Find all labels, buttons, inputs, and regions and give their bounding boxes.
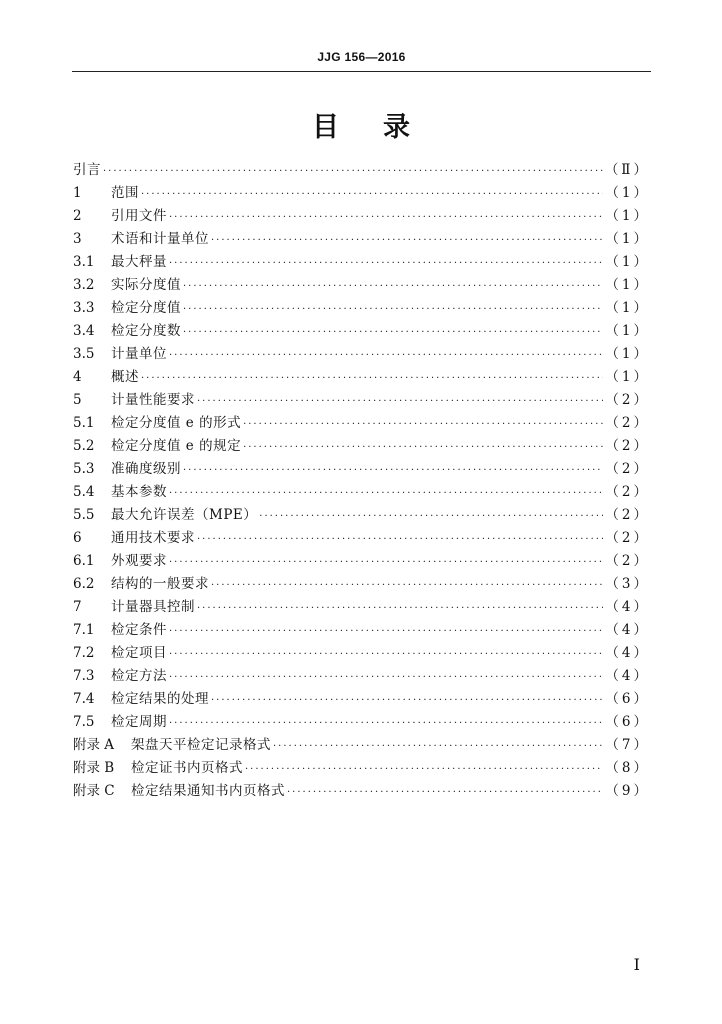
- toc-entry: [73, 757, 650, 780]
- toc-entry-number: 2: [73, 208, 82, 224]
- toc-entry-page: （6）: [605, 691, 650, 707]
- toc-entry: [73, 274, 650, 297]
- toc-entry: [73, 205, 650, 228]
- toc-entry-page: （4）: [605, 622, 650, 638]
- toc-entry-label: 概述: [111, 369, 139, 385]
- table-of-contents: [73, 159, 650, 803]
- toc-entry-number: 6.1: [73, 553, 95, 569]
- toc-entry: [73, 688, 650, 711]
- toc-entry-page: （4）: [605, 599, 650, 615]
- toc-entry-number: 3.2: [73, 277, 95, 293]
- toc-entry: [73, 527, 650, 550]
- toc-entry-page: （8）: [605, 760, 650, 776]
- toc-entry-label: 准确度级别: [111, 461, 181, 477]
- toc-leader-dots: [183, 321, 603, 344]
- toc-entry-label: 范围: [111, 185, 139, 201]
- toc-leader-dots: [141, 367, 603, 390]
- toc-leader-dots: [169, 344, 603, 367]
- toc-leader-dots: [273, 735, 603, 758]
- toc-entry-number: 7.5: [73, 714, 95, 730]
- toc-entry-page: （4）: [605, 645, 650, 661]
- toc-entry: [73, 412, 650, 435]
- toc-entry-page: （9）: [605, 783, 650, 799]
- toc-entry-number: 6.2: [73, 576, 95, 592]
- toc-entry-label: 引用文件: [111, 208, 167, 224]
- toc-entry-label: 计量器具控制: [111, 599, 195, 615]
- toc-leader-dots: [197, 597, 603, 620]
- toc-entry-label: 检定分度值 e 的形式: [111, 415, 242, 431]
- toc-entry-label: 架盘天平检定记录格式: [131, 737, 271, 753]
- toc-entry-page: （2）: [605, 392, 650, 408]
- toc-entry-page: （2）: [605, 530, 650, 546]
- toc-entry-page: （2）: [605, 484, 650, 500]
- toc-entry-page: （1）: [605, 254, 650, 270]
- toc-entry-number: 7.4: [73, 691, 95, 707]
- toc-entry-number: 3.4: [73, 323, 95, 339]
- toc-entry-label: 检定周期: [111, 714, 167, 730]
- toc-leader-dots: [169, 620, 603, 643]
- toc-entry-number: 7.3: [73, 668, 95, 684]
- toc-entry-label: 检定方法: [111, 668, 167, 684]
- document-code-header: JJG 156—2016: [317, 50, 406, 64]
- toc-entry: [73, 504, 650, 527]
- toc-entry: [73, 343, 650, 366]
- toc-leader-dots: [169, 482, 603, 505]
- toc-leader-dots: [211, 574, 603, 597]
- toc-entry-label: 实际分度值: [111, 277, 181, 293]
- toc-entry-label: 最大秤量: [111, 254, 167, 270]
- toc-entry-label: 最大允许误差（MPE）: [111, 507, 258, 523]
- toc-entry-label: 术语和计量单位: [111, 231, 209, 247]
- toc-entry-page: （7）: [605, 737, 650, 753]
- toc-entry-number: 3.3: [73, 300, 95, 316]
- toc-entry-number: 3.5: [73, 346, 95, 362]
- toc-entry-number: 4: [73, 369, 82, 385]
- toc-entry-page: （2）: [605, 507, 650, 523]
- toc-entry-number: 5.3: [73, 461, 95, 477]
- toc-entry-label: 检定结果通知书内页格式: [131, 783, 285, 799]
- toc-entry-number: 5: [73, 392, 82, 408]
- toc-entry: [73, 550, 650, 573]
- toc-entry: [73, 228, 650, 251]
- header-rule: [72, 71, 651, 72]
- toc-entry: [73, 389, 650, 412]
- toc-entry: [73, 596, 650, 619]
- toc-entry: [73, 780, 650, 803]
- toc-leader-dots: [197, 528, 603, 551]
- toc-entry-page: （2）: [605, 438, 650, 454]
- toc-entry-page: （1）: [605, 277, 650, 293]
- toc-leader-dots: [183, 275, 603, 298]
- toc-entry: [73, 734, 650, 757]
- toc-entry-page: （3）: [605, 576, 650, 592]
- toc-leader-dots: [169, 643, 603, 666]
- toc-entry-number: 1: [73, 185, 82, 201]
- toc-leader-dots: [287, 781, 603, 804]
- toc-entry-label: 检定项目: [111, 645, 167, 661]
- toc-entry-label: 计量单位: [111, 346, 167, 362]
- toc-entry-label: 计量性能要求: [111, 392, 195, 408]
- toc-entry: [73, 458, 650, 481]
- toc-entry-number: 6: [73, 530, 82, 546]
- toc-entry-label: 检定结果的处理: [111, 691, 209, 707]
- toc-leader-dots: [183, 459, 603, 482]
- toc-entry: [73, 619, 650, 642]
- toc-entry-page: （1）: [605, 323, 650, 339]
- toc-entry-label: 检定条件: [111, 622, 167, 638]
- toc-entry: [73, 297, 650, 320]
- toc-leader-dots: [197, 390, 603, 413]
- toc-entry-number: 附录 B: [73, 760, 115, 776]
- toc-entry-page: （1）: [605, 369, 650, 385]
- toc-leader-dots: [259, 505, 603, 528]
- toc-entry-number: 5.2: [73, 438, 95, 454]
- toc-leader-dots: [211, 689, 603, 712]
- toc-entry: [73, 573, 650, 596]
- toc-entry: [73, 481, 650, 504]
- toc-leader-dots: [169, 551, 603, 574]
- toc-entry: [73, 320, 650, 343]
- toc-entry-number: 7.2: [73, 645, 95, 661]
- toc-entry-page: （2）: [605, 553, 650, 569]
- toc-entry-page: （1）: [605, 300, 650, 316]
- toc-entry-number: 5.1: [73, 415, 95, 431]
- toc-entry: [73, 435, 650, 458]
- toc-entry: [73, 251, 650, 274]
- toc-entry: [73, 159, 650, 182]
- toc-entry-label: 外观要求: [111, 553, 167, 569]
- toc-entry-label: 通用技术要求: [111, 530, 195, 546]
- toc-entry: [73, 711, 650, 734]
- toc-entry-label: 引言: [73, 162, 101, 178]
- toc-entry-page: （2）: [605, 415, 650, 431]
- toc-entry-label: 检定分度值: [111, 300, 181, 316]
- toc-entry-number: 5.4: [73, 484, 95, 500]
- toc-entry-number: 7.1: [73, 622, 95, 638]
- toc-entry-page: （4）: [605, 668, 650, 684]
- toc-entry-page: （1）: [605, 346, 650, 362]
- toc-leader-dots: [169, 712, 603, 735]
- toc-entry-page: （1）: [605, 208, 650, 224]
- toc-entry-label: 结构的一般要求: [111, 576, 209, 592]
- toc-entry-label: 检定证书内页格式: [131, 760, 243, 776]
- toc-entry-page: （2）: [605, 461, 650, 477]
- toc-entry-page: （6）: [605, 714, 650, 730]
- toc-entry-number: 3: [73, 231, 82, 247]
- toc-entry: [73, 642, 650, 665]
- toc-leader-dots: [141, 183, 603, 206]
- toc-leader-dots: [169, 252, 603, 275]
- toc-entry-page: （1）: [605, 185, 650, 201]
- page-title: 目录: [312, 112, 454, 143]
- toc-entry: [73, 665, 650, 688]
- toc-leader-dots: [183, 298, 603, 321]
- toc-entry-label: 检定分度数: [111, 323, 181, 339]
- toc-leader-dots: [245, 758, 603, 781]
- toc-leader-dots: [243, 436, 603, 459]
- toc-leader-dots: [103, 160, 603, 183]
- toc-entry-page: （1）: [605, 231, 650, 247]
- toc-entry: [73, 366, 650, 389]
- toc-entry-number: 3.1: [73, 254, 95, 270]
- toc-leader-dots: [243, 413, 603, 436]
- toc-entry-number: 附录 A: [73, 737, 115, 753]
- toc-entry: [73, 182, 650, 205]
- toc-entry-number: 5.5: [73, 507, 95, 523]
- toc-entry-label: 基本参数: [111, 484, 167, 500]
- toc-entry-number: 7: [73, 599, 82, 615]
- toc-leader-dots: [169, 206, 603, 229]
- toc-entry-label: 检定分度值 e 的规定: [111, 438, 242, 454]
- page-number: I: [633, 955, 640, 974]
- toc-entry-page: （Ⅱ）: [604, 162, 650, 178]
- toc-leader-dots: [211, 229, 603, 252]
- toc-leader-dots: [169, 666, 603, 689]
- toc-entry-number: 附录 C: [73, 783, 115, 799]
